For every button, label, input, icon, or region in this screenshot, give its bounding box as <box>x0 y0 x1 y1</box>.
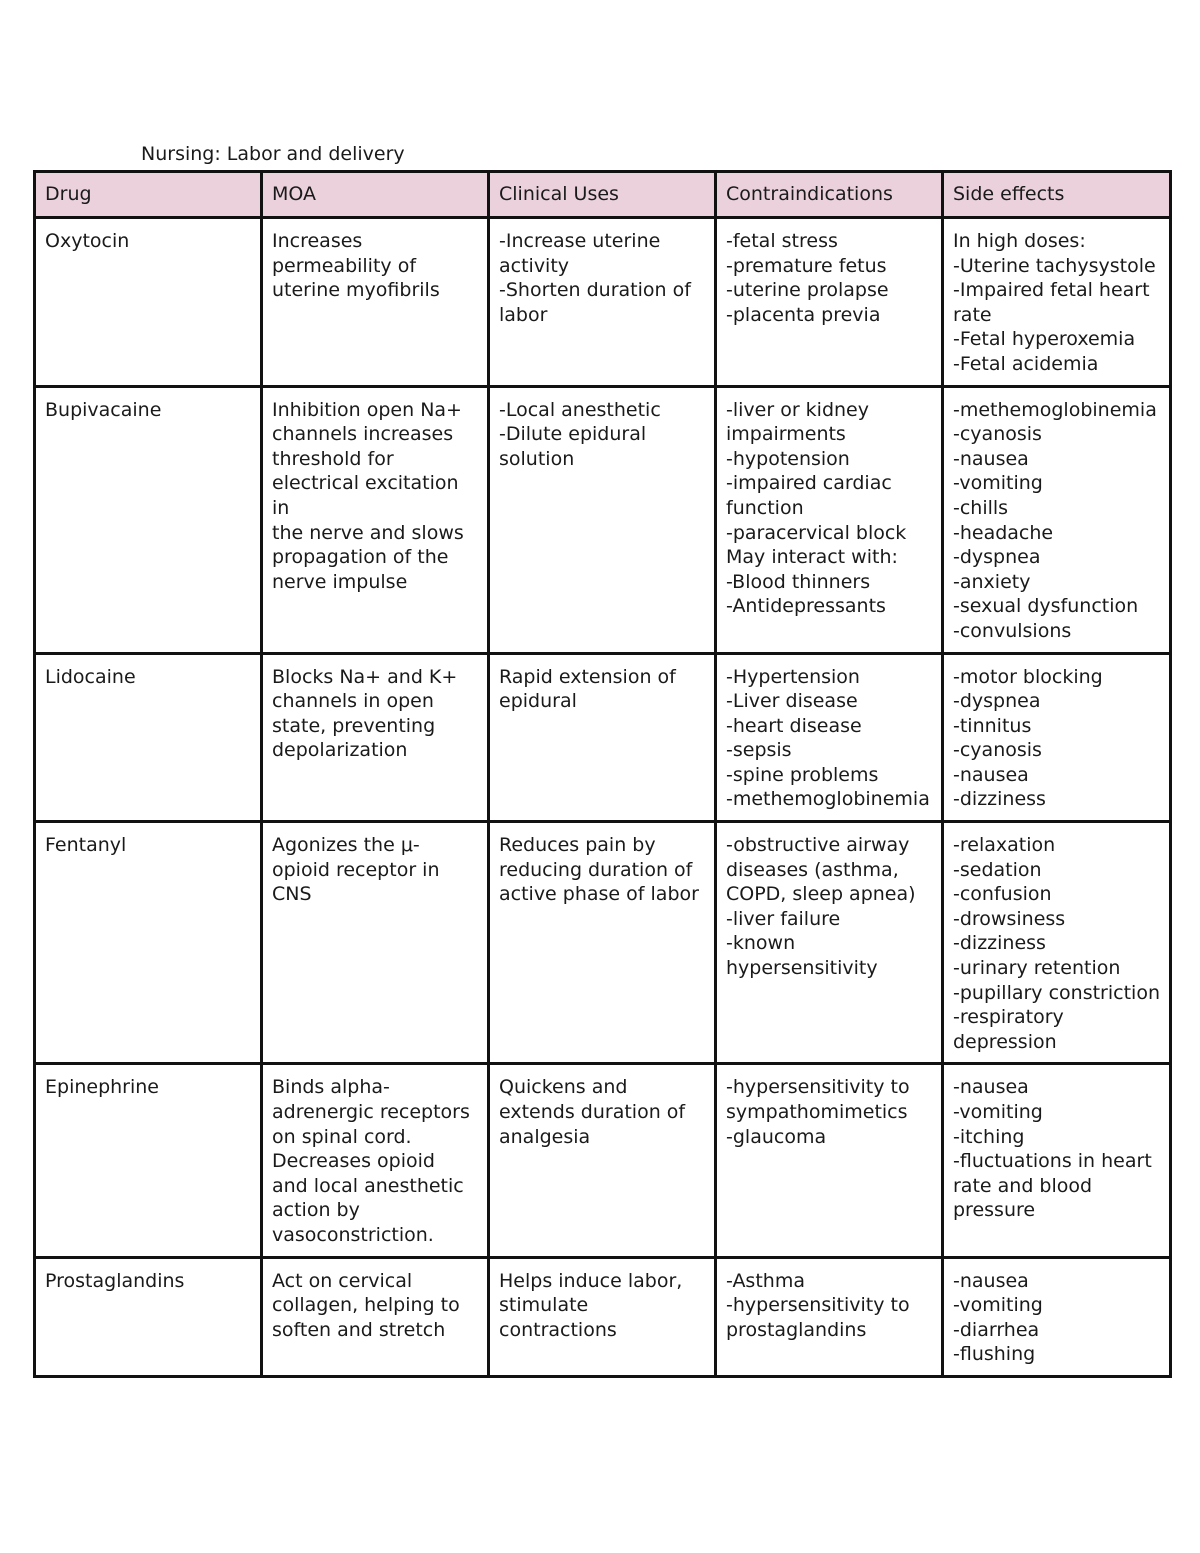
drug-name: Lidocaine <box>45 665 136 688</box>
clinical-uses-text: Reduces pain by reducing duration of active phase of labor <box>499 834 699 906</box>
drug-name: Bupivacaine <box>45 398 162 421</box>
contraindications-text: -Hypertension -Liver disease -heart disease -sepsis -spine problems -methemoglobinemia <box>726 665 930 811</box>
moa-cell <box>262 1064 489 1257</box>
contraindications-cell <box>716 822 943 1064</box>
side-effects-cell <box>943 822 1171 1064</box>
contraindications-cell <box>716 653 943 822</box>
header-contraindications: Contraindications <box>716 172 943 218</box>
drug-name: Epinephrine <box>45 1076 159 1099</box>
drug-table <box>33 170 1172 1378</box>
moa-cell <box>262 822 489 1064</box>
drug-name-cell <box>35 218 262 387</box>
drug-name: Oxytocin <box>45 230 130 252</box>
table-row <box>35 1257 1171 1376</box>
side-effects-cell <box>943 386 1171 653</box>
header-side-effects: Side effects <box>943 172 1171 218</box>
side-effects-text: -methemoglobinemia -cyanosis -nausea -vomiting -chills -headache -dyspnea -anxiety -sexual dysfunction -convulsions <box>953 398 1157 642</box>
side-effects-text: -relaxation -sedation -confusion -drowsiness -dizziness -urinary retention -pupillary constriction -respiratory depression <box>953 834 1160 1053</box>
clinical-uses-cell <box>489 653 716 822</box>
clinical-uses-cell <box>489 1064 716 1257</box>
contraindications-cell <box>716 386 943 653</box>
clinical-uses-cell <box>489 218 716 387</box>
side-effects-text: -nausea -vomiting -diarrhea -flushing <box>953 1269 1043 1366</box>
moa-text: Blocks Na+ and K+ channels in open state, preventing depolarization <box>272 665 458 762</box>
moa-cell <box>262 218 489 387</box>
clinical-uses-text: -Local anesthetic -Dilute epidural solution <box>499 398 661 470</box>
contraindications-text: -hypersensitivity to sympathomimetics -glaucoma <box>726 1076 910 1148</box>
moa-cell <box>262 1257 489 1376</box>
drug-name: Fentanyl <box>45 834 127 857</box>
contraindications-text: -obstructive airway diseases (asthma, COPD, sleep apnea) -liver failure -known hypersensitivity <box>726 834 916 980</box>
contraindications-cell <box>716 1064 943 1257</box>
contraindications-text: -fetal stress -premature fetus -uterine prolapse -placenta previa <box>726 230 889 326</box>
header-drug: Drug <box>35 172 262 218</box>
contraindications-text: -liver or kidney impairments -hypotension -impaired cardiac function -paracervical block May interact with: -Blood thinners -Antidepressants <box>726 398 907 618</box>
contraindications-cell <box>716 218 943 387</box>
moa-text: Increases permeability of uterine myofibrils <box>272 230 440 302</box>
moa-text: Act on cervical collagen, helping to soften and stretch <box>272 1269 460 1341</box>
drug-name-cell <box>35 1257 262 1376</box>
clinical-uses-text: Rapid extension of epidural <box>499 665 676 713</box>
contraindications-cell <box>716 1257 943 1376</box>
clinical-uses-cell <box>489 822 716 1064</box>
table-row <box>35 1064 1171 1257</box>
table-header-row <box>35 172 1171 218</box>
moa-text: Inhibition open Na+ channels increases threshold for electrical excitation in the nerve and slows propagation of the nerve impulse <box>272 398 464 593</box>
drug-name: Prostaglandins <box>45 1269 185 1292</box>
side-effects-cell <box>943 653 1171 822</box>
side-effects-text: -nausea -vomiting -itching -fluctuations in heart rate and blood pressure <box>953 1076 1152 1222</box>
table-row <box>35 218 1171 387</box>
moa-text: Binds alpha- adrenergic receptors on spinal cord. Decreases opioid and local anesthetic action by vasoconstriction. <box>272 1076 470 1246</box>
drug-name-cell <box>35 822 262 1064</box>
clinical-uses-cell <box>489 1257 716 1376</box>
contraindications-text: -Asthma -hypersensitivity to prostaglandins <box>726 1269 910 1341</box>
table-row <box>35 386 1171 653</box>
drug-name-cell <box>35 653 262 822</box>
clinical-uses-text: -Increase uterine activity -Shorten duration of labor <box>499 230 691 326</box>
table-row <box>35 653 1171 822</box>
moa-cell <box>262 386 489 653</box>
clinical-uses-text: Quickens and extends duration of analgesia <box>499 1076 686 1148</box>
drug-name-cell <box>35 386 262 653</box>
clinical-uses-text: Helps induce labor, stimulate contractions <box>499 1269 683 1341</box>
side-effects-cell <box>943 1064 1171 1257</box>
side-effects-text: In high doses: -Uterine tachysystole -Impaired fetal heart rate -Fetal hyperoxemia -Fetal acidemia <box>953 230 1156 375</box>
document-title: Nursing: Labor and delivery <box>141 143 405 165</box>
moa-cell <box>262 653 489 822</box>
side-effects-cell <box>943 1257 1171 1376</box>
side-effects-text: -motor blocking -dyspnea -tinnitus -cyanosis -nausea -dizziness <box>953 665 1103 811</box>
header-clinical-uses: Clinical Uses <box>489 172 716 218</box>
clinical-uses-cell <box>489 386 716 653</box>
moa-text: Agonizes the μ- opioid receptor in CNS <box>272 834 440 906</box>
side-effects-cell <box>943 218 1171 387</box>
table-row <box>35 822 1171 1064</box>
drug-name-cell <box>35 1064 262 1257</box>
header-moa: MOA <box>262 172 489 218</box>
